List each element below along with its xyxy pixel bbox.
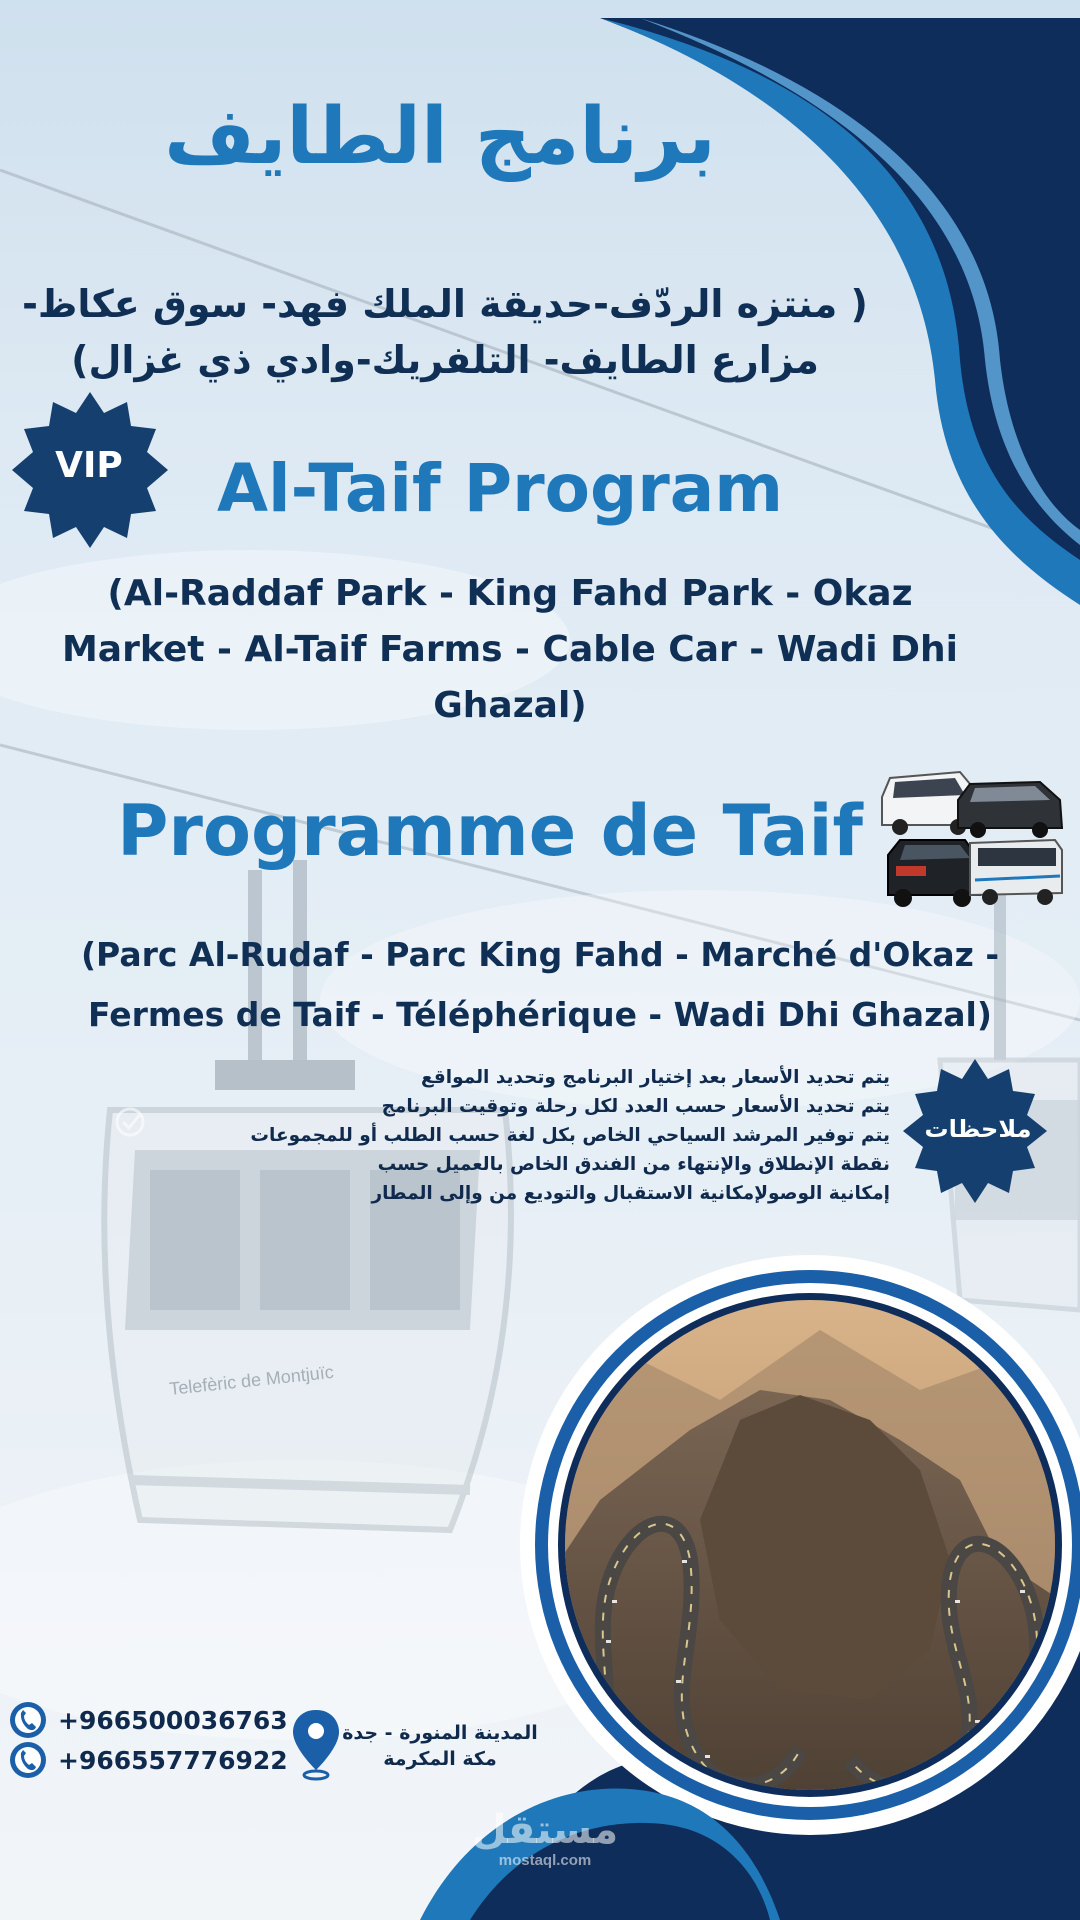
subtitle-arabic-line: مزارع الطايف- التلفريك-وادي ذي غزال): [71, 338, 819, 382]
title-english: Al-Taif Program: [216, 450, 784, 527]
title-french: Programme de Taif: [117, 790, 863, 872]
watermark-logo: مستقل: [471, 1807, 619, 1853]
subtitle-french: [60, 925, 1020, 1045]
subtitle-english-line: (Al-Raddaf Park - King Fahd Park - Okaz: [107, 573, 913, 614]
note-item: يتم تحديد الأسعار بعد إختيار البرنامج وتحديد المواقع: [421, 1067, 890, 1088]
note-item: نقطة الإنطلاق والإنتهاء من الفندق الخاص بالعميل حسب: [377, 1154, 890, 1175]
subtitle-english-line: Ghazal): [433, 685, 587, 726]
vehicles-image: [882, 772, 1062, 907]
phone-icon: [10, 1742, 46, 1778]
subtitle-english-line: Market - Al-Taif Farms - Cable Car - Wadi Dhi: [61, 629, 958, 670]
subtitle-english: [60, 566, 960, 734]
notes-list: [220, 1063, 890, 1208]
watermark: [470, 1808, 620, 1869]
subtitle-arabic-line: ( منتزه الردّف-حديقة الملك فهد- سوق عكاظ-: [22, 282, 868, 326]
notes-badge-label: ملاحظات: [924, 1115, 1032, 1143]
note-item: يتم توفير المرشد السياحي الخاص بكل لغة حسب الطلب أو للمجموعات: [250, 1125, 890, 1146]
subtitle-french-line: (Parc Al-Rudaf - Parc King Fahd - Marché d'Okaz -: [80, 935, 1000, 974]
phone-icon: [10, 1702, 46, 1738]
address-line: المدينة المنورة - جدة: [342, 1722, 538, 1744]
phone-number-1[interactable]: +966500036763: [58, 1706, 288, 1735]
address-line: مكة المكرمة: [383, 1748, 497, 1770]
title-arabic: برنامج الطايف: [164, 92, 716, 182]
vip-badge-label: VIP: [55, 445, 123, 486]
subtitle-french-line: Fermes de Taif - Téléphérique - Wadi Dhi Ghazal): [88, 995, 992, 1034]
note-item: إمكانية الوصولإمكانية الاستقبال والتوديع من وإلى المطار: [371, 1183, 890, 1204]
phone-number-2[interactable]: +966557776922: [58, 1746, 288, 1775]
cable-car-sign: Telefèric de Montjuïc: [168, 1361, 335, 1399]
subtitle-arabic: [20, 276, 870, 388]
note-item: يتم تحديد الأسعار حسب العدد لكل رحلة وتوقيت البرنامج: [381, 1096, 890, 1117]
watermark-url: mostaql.com: [498, 1852, 592, 1869]
